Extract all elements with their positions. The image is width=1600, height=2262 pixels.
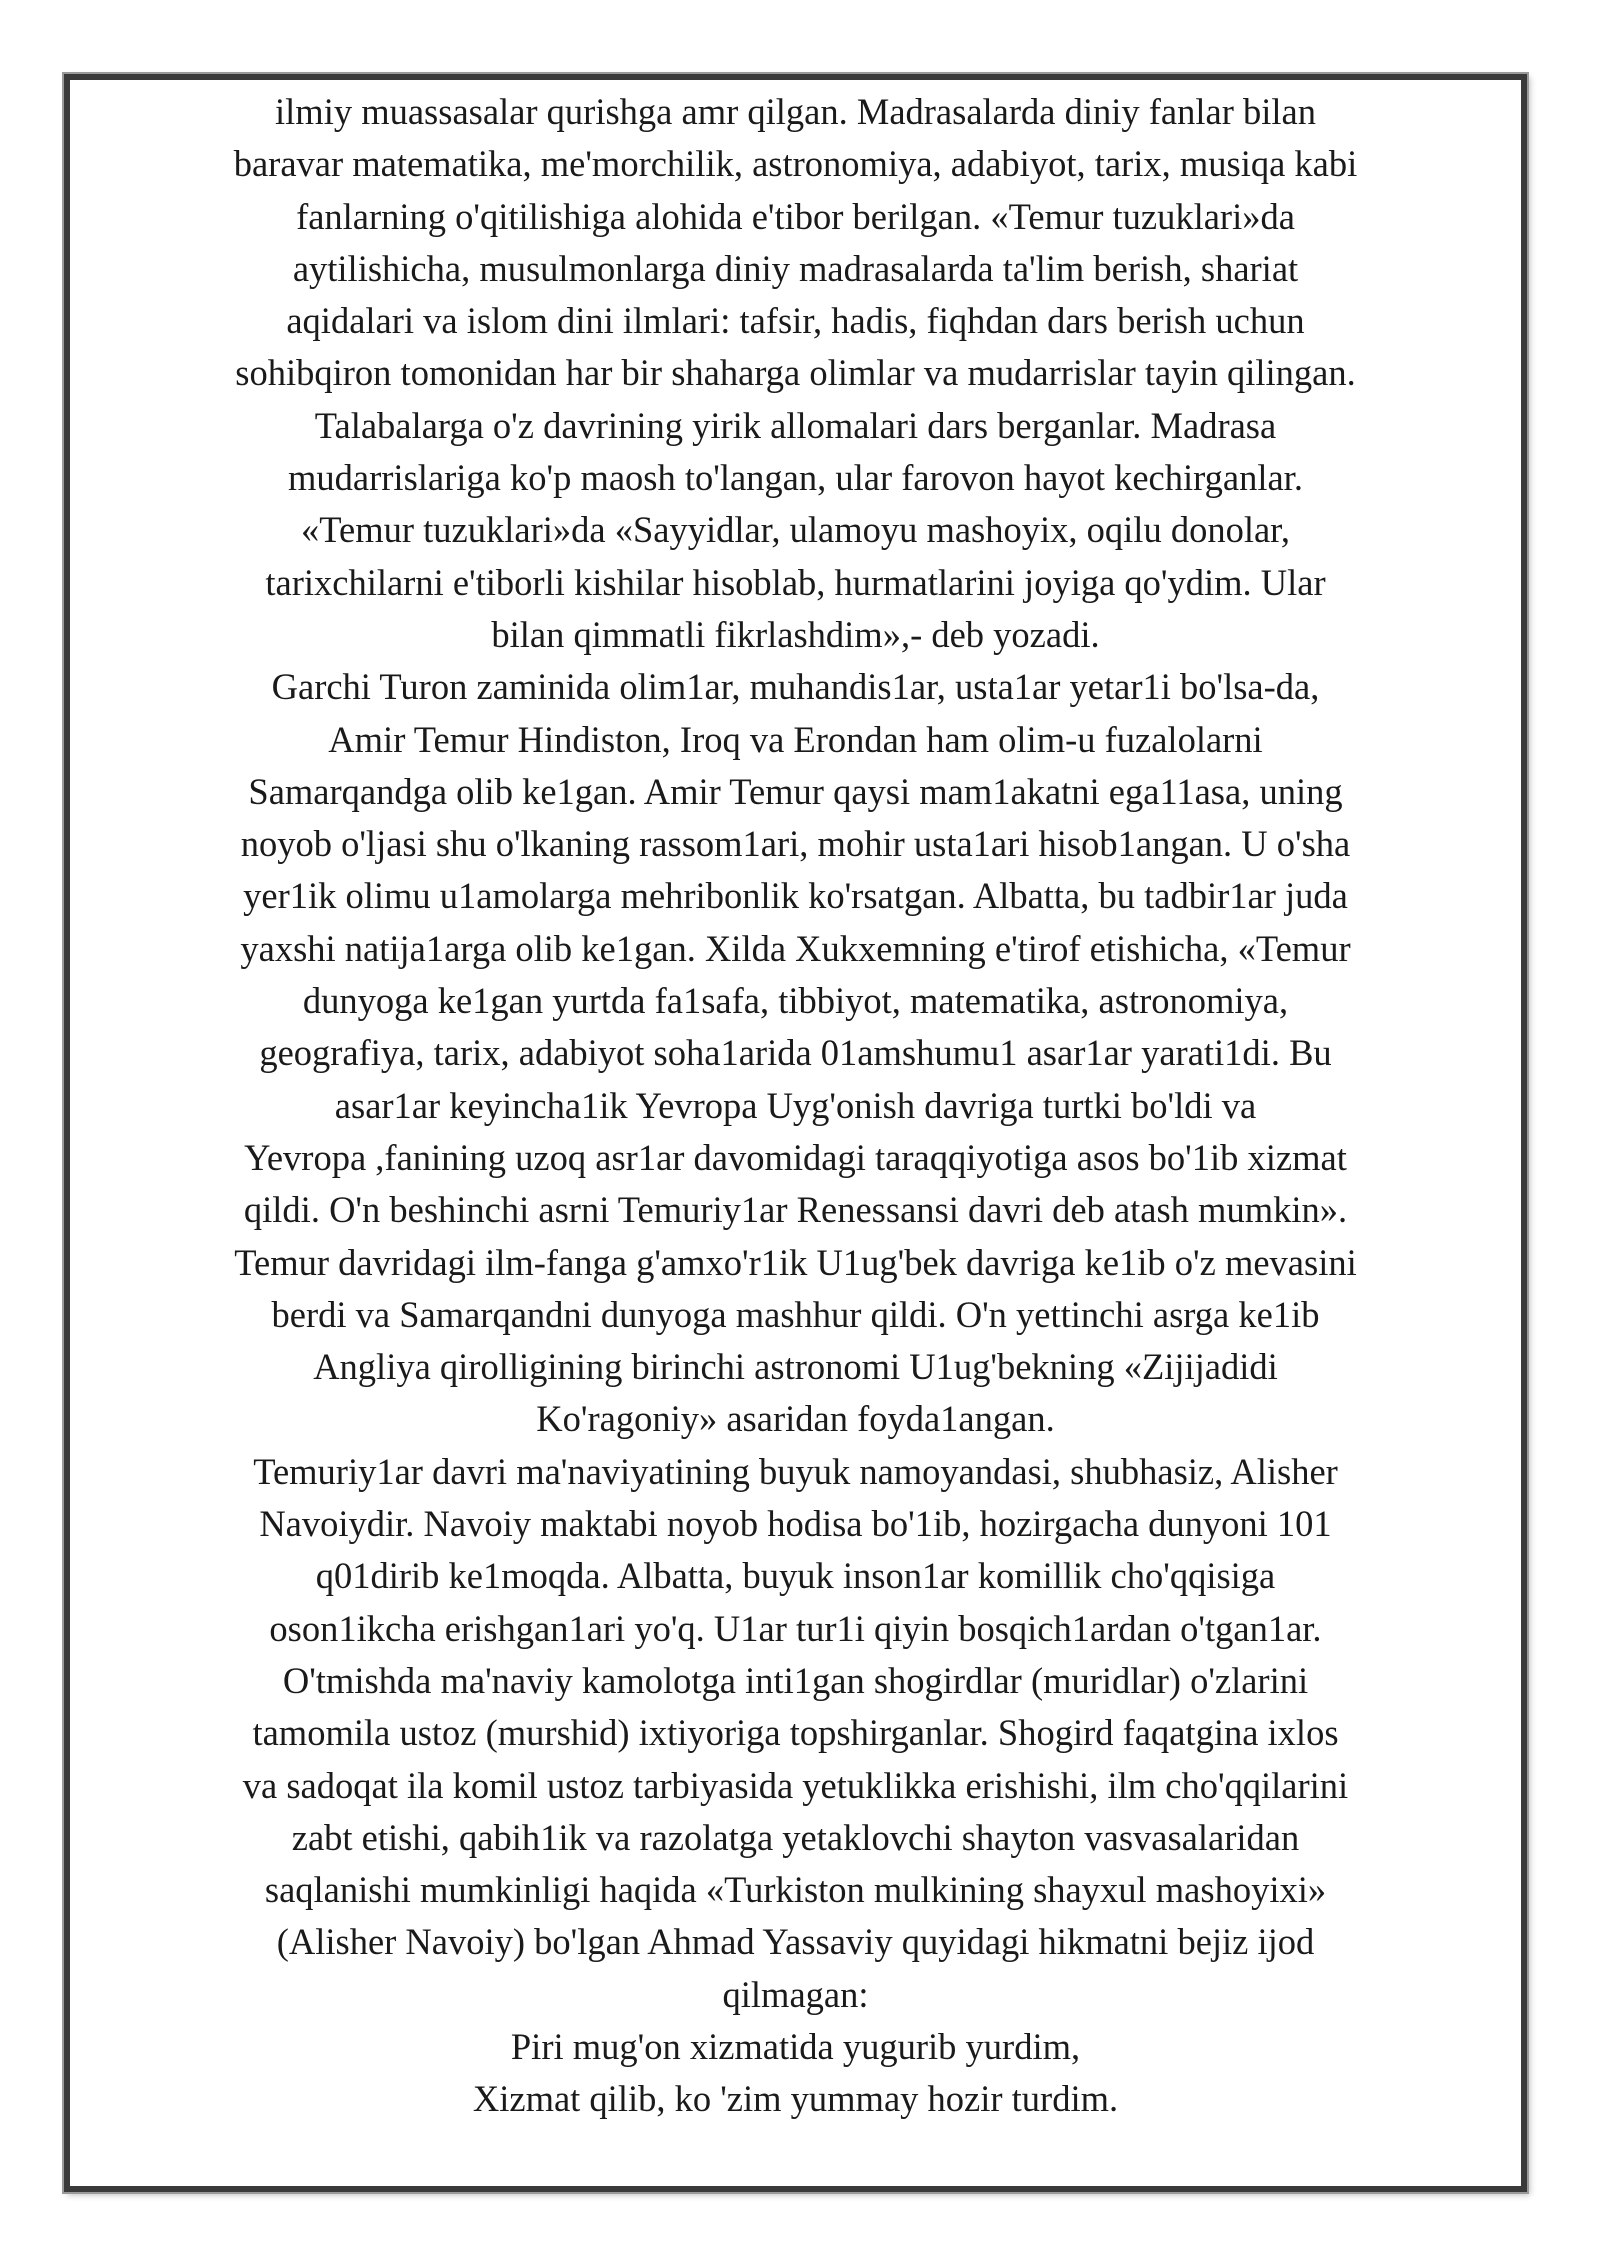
text-line: geografiya, tarix, adabiyot soha1arida 01amshumu1 asar1ar yarati1di. Bu	[259, 1032, 1332, 1074]
text-line: yer1ik olimu u1amolarga mehribonlik ko'rsatgan. Albatta, bu tadbir1ar juda	[243, 875, 1348, 917]
text-line: aytilishicha, musulmonlarga diniy madrasalarda ta'lim berish, shariat	[292, 247, 1299, 289]
text-line: tamomila ustoz (murshid) ixtiyoriga topshirganlar. Shogird faqatgina ixlos	[252, 1712, 1339, 1754]
text-line: Talabalarga o'z davrining yirik allomalari dars berganlar. Madrasa	[314, 404, 1277, 446]
text-line: Amir Temur Hindiston, Iroq va Erondan ham olim-u fuzalolarni	[328, 718, 1263, 760]
text-line: Yevropa ,fanining uzoq asr1ar davomidagi taraqqiyotiga asos bo'1ib xizmat	[244, 1136, 1347, 1178]
poem-line: Piri mug'on xizmatida yugurib yurdim,	[510, 2025, 1081, 2067]
text-line: qildi. O'n beshinchi asrni Temuriy1ar Renessansi davri deb atash mumkin».	[243, 1189, 1348, 1231]
text-line: zabt etishi, qabih1ik va razolatga yetaklovchi shayton vasvasalaridan	[291, 1816, 1300, 1858]
text-line: O'tmishda ma'naviy kamolotga inti1gan shogirdlar (muridlar) o'zlarini	[282, 1659, 1309, 1701]
text-line: baravar matematika, me'morchilik, astronomiya, adabiyot, tarix, musiqa kabi	[233, 143, 1358, 185]
text-line: oson1ikcha erishgan1ari yo'q. U1ar tur1i qiyin bosqich1ardan o'tgan1ar.	[269, 1607, 1322, 1649]
text-line: Temur davridagi ilm-fanga g'amxo'r1ik U1ug'bek davriga ke1ib o'z mevasini	[234, 1241, 1357, 1283]
text-line: va sadoqat ila komil ustoz tarbiyasida yetuklikka erishishi, ilm cho'qqilarini	[242, 1764, 1349, 1806]
text-line: tarixchilarni e'tiborli kishilar hisoblab, hurmatlarini joyiga qo'ydim. Ular	[265, 561, 1326, 603]
text-line: (Alisher Navoiy) bo'lgan Ahmad Yassaviy quyidagi hikmatni bejiz ijod	[276, 1921, 1315, 1963]
text-line: noyob o'ljasi shu o'lkaning rassom1ari, mohir usta1ari hisob1angan. U o'sha	[240, 823, 1351, 865]
text-line: Angliya qirolligining birinchi astronomi U1ug'bekning «Zijijadidi	[313, 1346, 1278, 1388]
text-line: Temuriy1ar davri ma'naviyatining buyuk namoyandasi, shubhasiz, Alisher	[253, 1450, 1338, 1492]
text-line: asar1ar keyincha1ik Yevropa Uyg'onish davriga turtki bo'ldi va	[334, 1084, 1257, 1126]
text-line: saqlanishi mumkinligi haqida «Turkiston mulkining shayxul mashoyixi»	[264, 1869, 1327, 1911]
text-line: Navoiydir. Navoiy maktabi noyob hodisa bo'1ib, hozirgacha dunyoni 101	[259, 1503, 1332, 1545]
document-text	[100, 86, 1491, 2126]
text-line: ilmiy muassasalar qurishga amr qilgan. Madrasalarda diniy fanlar bilan	[275, 91, 1316, 132]
text-line: sohibqiron tomonidan har bir shaharga olimlar va mudarrislar tayin qilingan.	[235, 352, 1356, 394]
text-line: qilmagan:	[722, 1973, 869, 2015]
text-line: berdi va Samarqandni dunyoga mashhur qildi. O'n yettinchi asrga ke1ib	[271, 1293, 1320, 1335]
page-frame	[64, 74, 1527, 2192]
text-line: bilan qimmatli fikrlashdim»,- deb yozadi.	[491, 613, 1100, 655]
text-line: mudarrislariga ko'p maosh to'langan, ular farovon hayot kechirganlar.	[288, 457, 1303, 499]
text-line: Samarqandga olib ke1gan. Amir Temur qaysi mam1akatni ega11asa, uning	[248, 770, 1343, 812]
text-line: dunyoga ke1gan yurtda fa1safa, tibbiyot, matematika, astronomiya,	[302, 980, 1289, 1022]
text-line: aqidalari va islom dini ilmlari: tafsir, hadis, fiqhdan dars berish uchun	[286, 300, 1305, 342]
text-line: Garchi Turon zaminida olim1ar, muhandis1ar, usta1ar yetar1i bo'lsa-da,	[271, 666, 1320, 708]
text-line: q01dirib ke1moqda. Albatta, buyuk inson1ar komillik cho'qqisiga	[315, 1555, 1276, 1597]
poem-line: Xizmat qilib, ko 'zim yummay hozir turdim.	[472, 2078, 1119, 2120]
text-line: «Temur tuzuklari»da «Sayyidlar, ulamoyu mashoyix, oqilu donolar,	[301, 509, 1290, 551]
text-line: Ko'ragoniy» asaridan foyda1angan.	[536, 1398, 1055, 1440]
text-line: fanlarning o'qitilishiga alohida e'tibor berilgan. «Temur tuzuklari»da	[296, 195, 1295, 237]
text-line: yaxshi natija1arga olib ke1gan. Xilda Xukxemning e'tirof etishicha, «Temur	[240, 927, 1351, 969]
